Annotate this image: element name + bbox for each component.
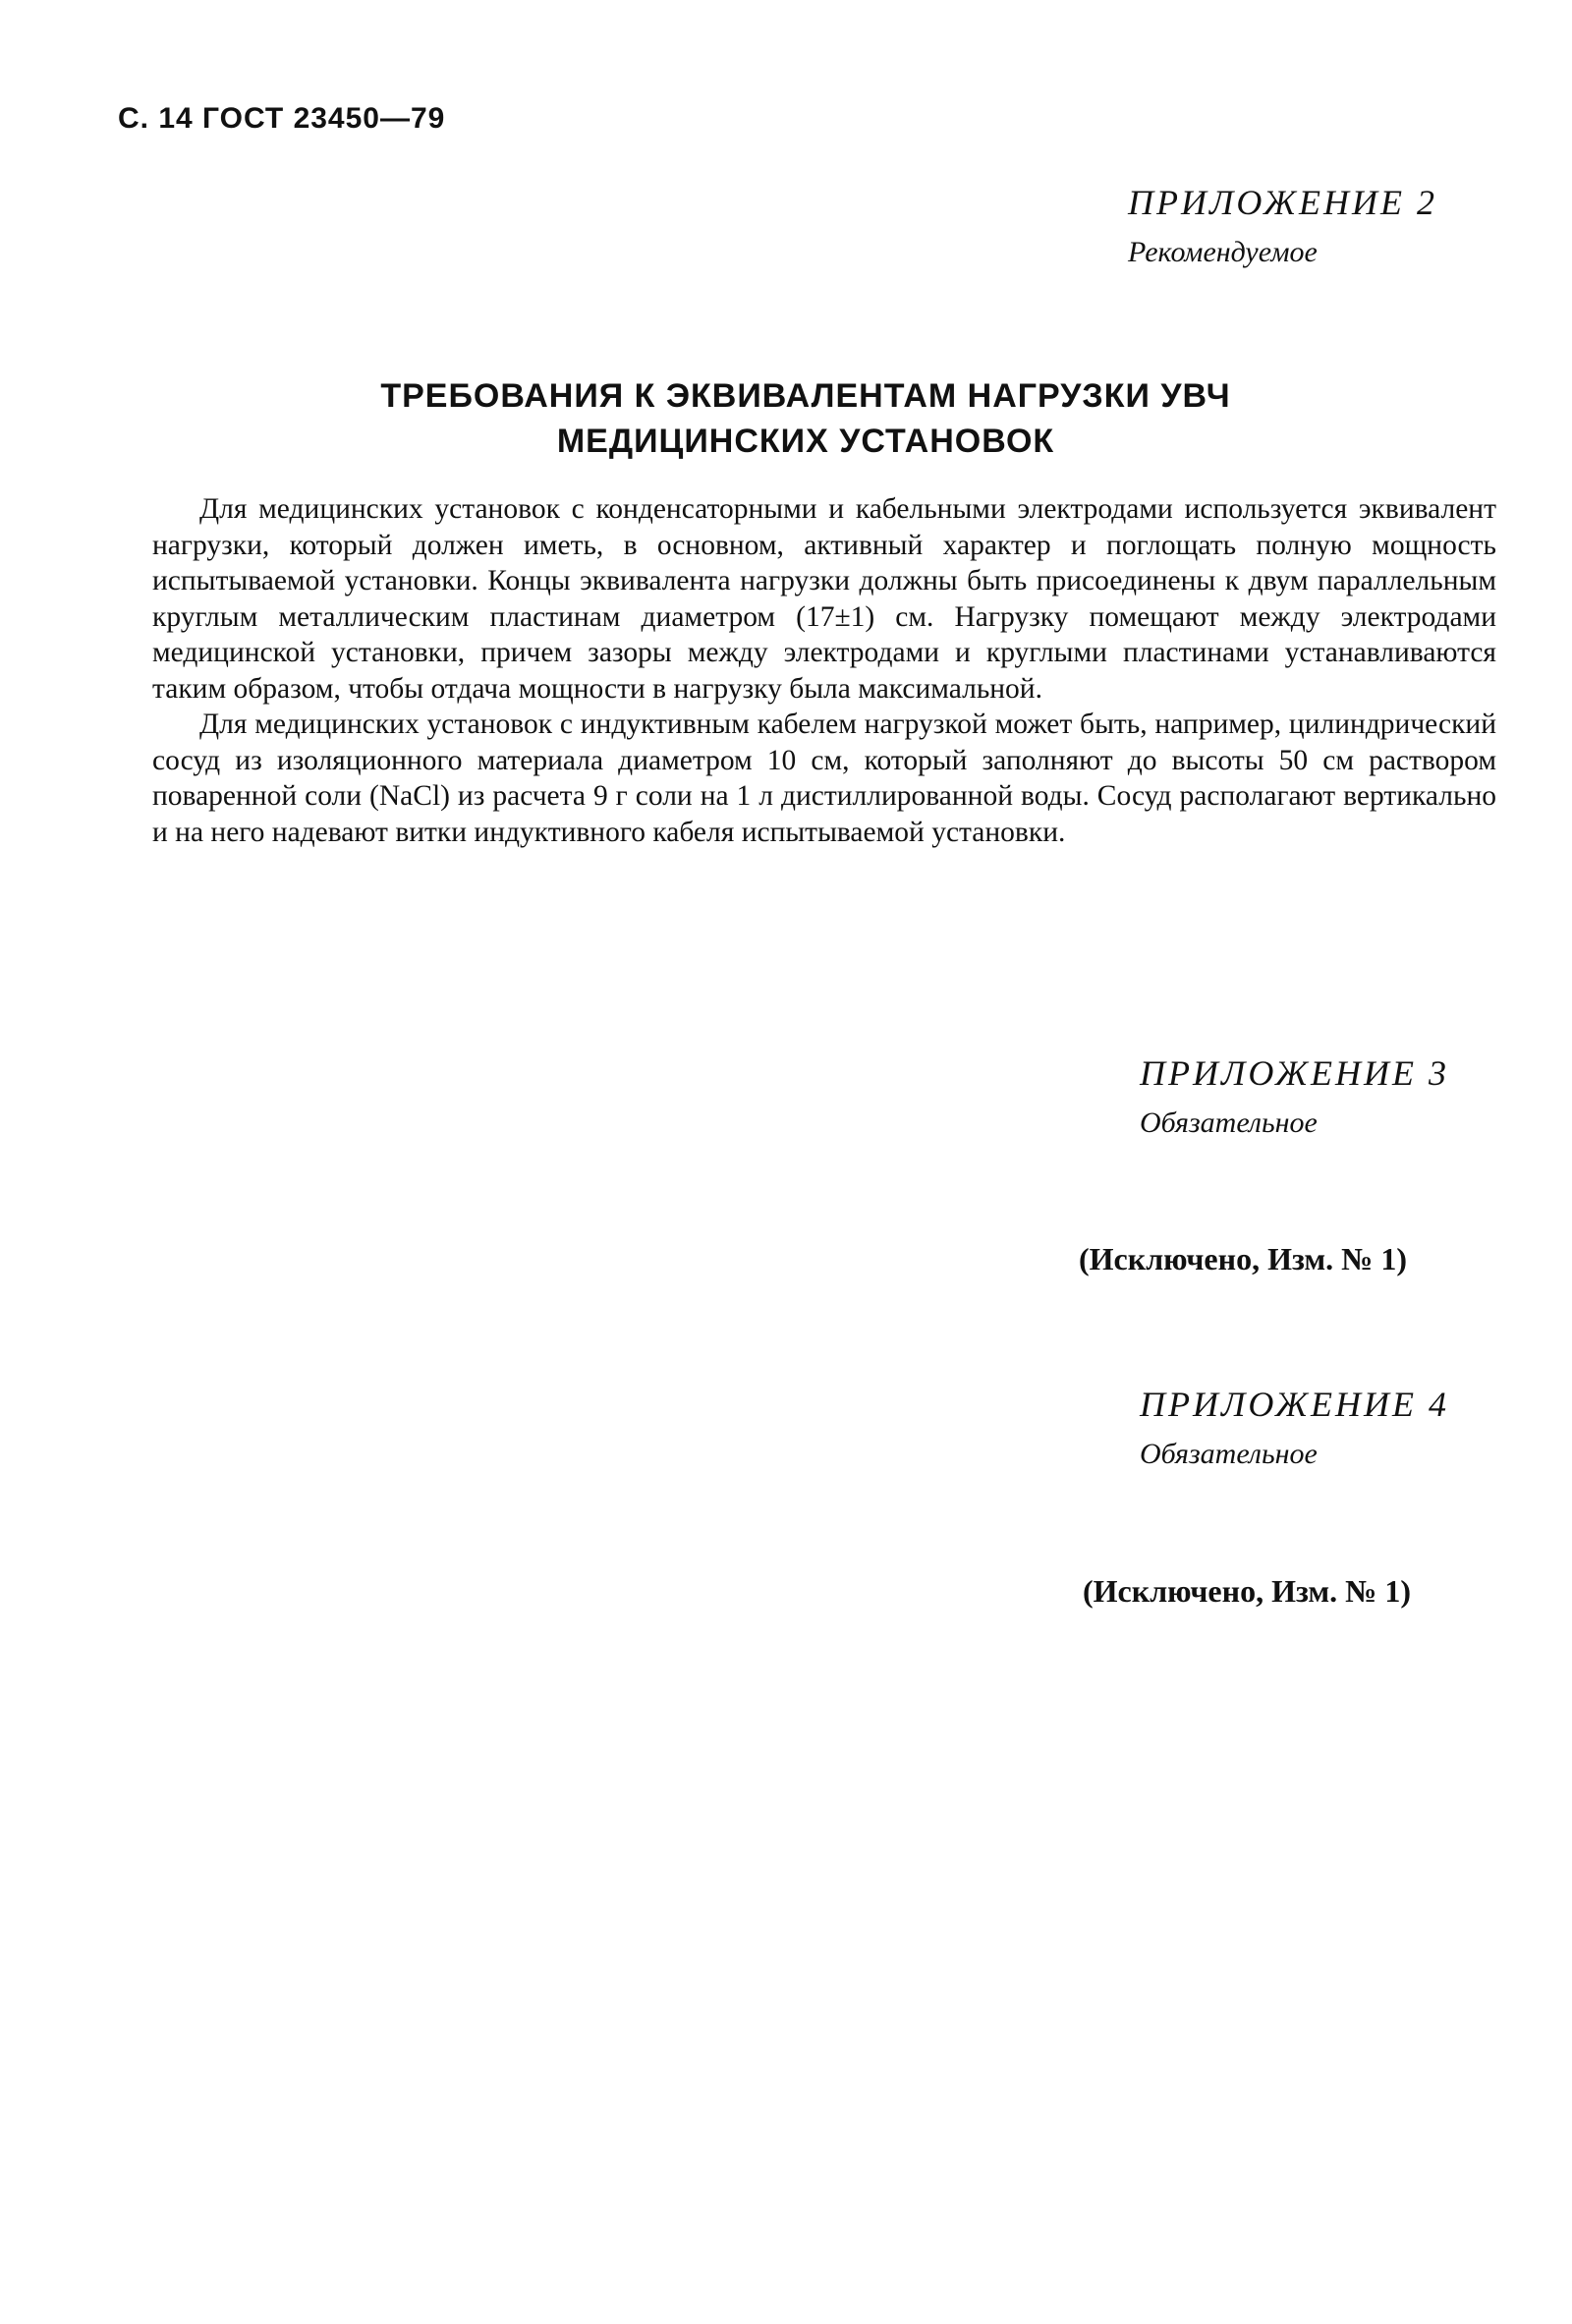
section-title xyxy=(118,373,1493,464)
appendix-4-excluded-note: (Исключено, Изм. № 1) xyxy=(1083,1573,1411,1609)
section-title-line-2: МЕДИЦИНСКИХ УСТАНОВОК xyxy=(556,423,1055,460)
appendix-3-status: Обязательное xyxy=(1140,1106,1318,1139)
appendix-2-heading xyxy=(1128,177,1437,277)
paragraph-1: Для медицинских установок с конденсаторными и кабельными электродами используется эквивалент нагрузки, который должен иметь, в основном, активный характер и поглощать полную мощность испытываемой установки. Концы эквивалента нагрузки должны быть присоединены к двум параллельным круглым металлическим пластинам диаметром (17±1) см. Нагрузку помещают между электродами медицинской установки, причем зазоры между электродами и круглыми пластинами устанавливаются таким образом, чтобы отдача мощности в нагрузку была максимальной. xyxy=(152,493,1496,705)
section-body xyxy=(152,491,1496,850)
appendix-4-title: ПРИЛОЖЕНИЕ 4 xyxy=(1140,1385,1449,1424)
appendix-4-heading xyxy=(1140,1379,1449,1479)
appendix-2-status: Рекомендуемое xyxy=(1128,236,1318,268)
appendix-3-title: ПРИЛОЖЕНИЕ 3 xyxy=(1140,1053,1449,1093)
appendix-2-title: ПРИЛОЖЕНИЕ 2 xyxy=(1128,183,1437,222)
page-header: С. 14 ГОСТ 23450—79 xyxy=(118,102,446,135)
appendix-3-heading xyxy=(1140,1048,1449,1148)
paragraph-2: Для медицинских установок с индуктивным кабелем нагрузкой может быть, например, цилиндрический сосуд из изоляционного материала диаметром 10 см, который заполняют до высоты 50 см раствором поваренной соли (NaCl) из расчета 9 г соли на 1 л дистиллированной воды. Сосуд располагают вертикально и на него надевают витки индуктивного кабеля испытываемой установки. xyxy=(152,709,1496,848)
section-title-line-1: ТРЕБОВАНИЯ К ЭКВИВАЛЕНТАМ НАГРУЗКИ УВЧ xyxy=(380,377,1231,415)
appendix-3-excluded-note: (Исключено, Изм. № 1) xyxy=(1079,1241,1407,1276)
appendix-4-status: Обязательное xyxy=(1140,1438,1318,1470)
